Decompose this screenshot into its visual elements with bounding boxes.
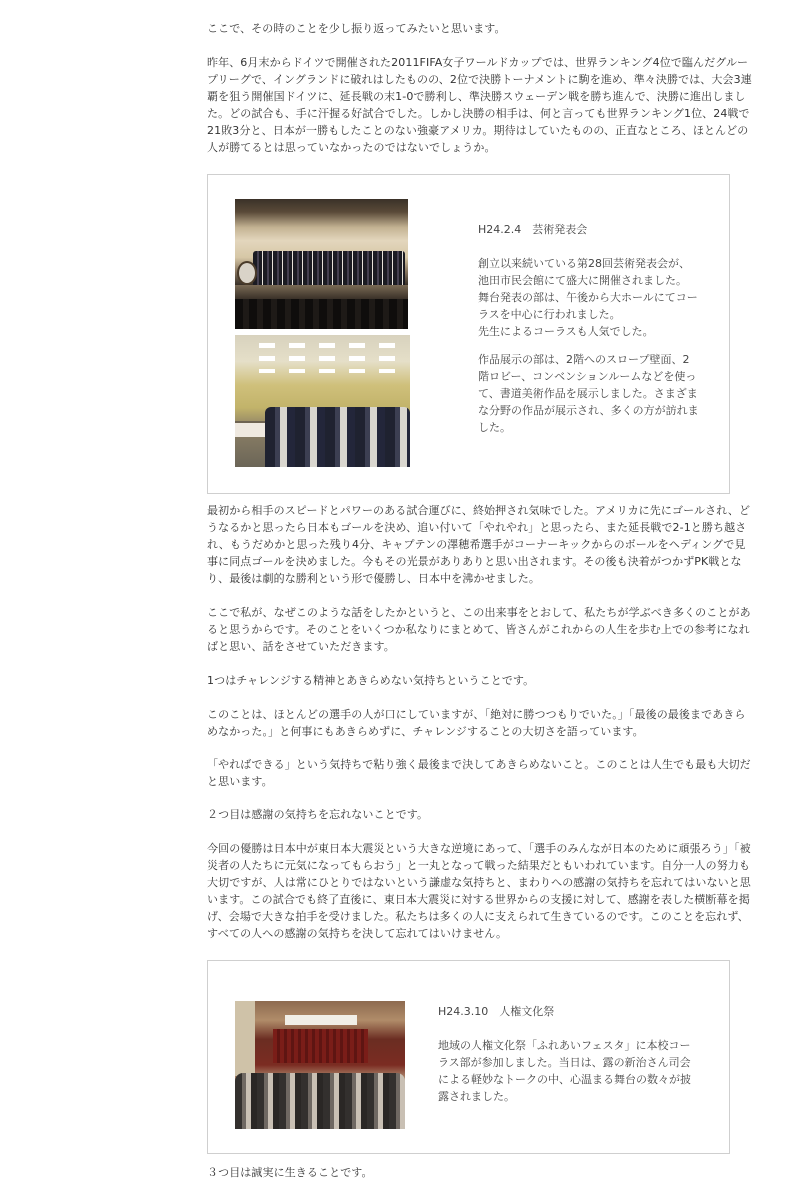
caption-line: ラスを中心に行われました。	[478, 308, 621, 321]
point-three-heading: ３つ目は誠実に生きることです。	[207, 1166, 373, 1179]
caption-line: 舞台発表の部は、午後から大ホールにてコー	[478, 291, 698, 304]
lesson-intro-paragraph: ここで私が、なぜこのような話をしたかというと、この出来事をとおして、私たちが学ぶべき多くのことがあると思うからです。そのことをいくつか私なりにまとめて、皆さんがこれからの人生を歩む上での参考になればと思い、話をさせていただきます。	[207, 606, 751, 653]
concert-stage-photo	[235, 199, 408, 329]
point-one-summary: 「やればできる」という気持ちで粘り強く最後まで決してあきらめないこと。このことは人生でも最も大切だと思います。	[207, 758, 751, 788]
card-text-stage	[478, 255, 718, 340]
caption-line: て、書道美術作品を展示しました。さまざま	[478, 387, 698, 400]
card-text	[438, 1037, 708, 1105]
caption-line: した。	[478, 421, 511, 434]
caption-line: 創立以来続いている第28回芸術発表会が、	[478, 257, 690, 270]
caption-line: 地域の人権文化祭「ふれあいフェスタ」に本校コー	[438, 1039, 691, 1052]
card-text-exhibition	[478, 351, 718, 436]
caption-line: による軽妙なトークの中、心温まる舞台の数々が披	[438, 1073, 691, 1086]
worldcup-paragraph: 昨年、6月末からドイツで開催された2011FIFA女子ワールドカップでは、世界ランキング4位で臨んだグループリーグで、イングランドに破れはしたものの、2位で決勝トーナメントに駒を進め、準々決勝では、大会3連覇を狙う開催国ドイツに、延長戦の末1-0で勝利し、準決勝スウェーデン戦を勝ち進んで、決勝に進出しました。どの試合も、手に汗握る好試合でした。しかし決勝の相手は、何と言っても世界ランキング1位、24戦で21敗3分と、日本が一勝もしたことのない強豪アメリカ。期待はしていたものの、正直なところ、ほとんどの人が勝てるとは思っていなかったのではないでしょうか。	[207, 56, 752, 154]
caption-line: 作品展示の部は、2階へのスロープ壁面、2	[478, 353, 690, 366]
caption-line: 露されました。	[438, 1090, 515, 1103]
intro-paragraph: ここで、その時のことを少し振り返ってみたいと思います。	[207, 22, 506, 35]
caption-line: ラス部が参加しました。当日は、露の新治さん司会	[438, 1056, 691, 1069]
card-title: H24.3.10 人権文化祭	[438, 1005, 555, 1018]
caption-line: 池田市民会館にて盛大に開催されました。	[478, 274, 687, 287]
event-card-art-festival	[207, 174, 730, 494]
event-card-human-rights-festival	[207, 960, 730, 1154]
card-title: H24.2.4 芸術発表会	[478, 223, 588, 236]
caption-line: な分野の作品が展示され、多くの方が訪れま	[478, 404, 699, 417]
caption-line: 階ロビー、コンベンションルームなどを使っ	[478, 370, 697, 383]
point-two-paragraph: 今回の優勝は日本中が東日本大震災という大きな逆境にあって、「選手のみんなが日本のために頑張ろう」「被災者の人たちに元気になってもらおう」と一丸となって戦った結果だともいわれています。自分一人の努力も大切ですが、人は常にひとりではないという謙虚な気持ちと、まわりへの感謝の気持ちを忘れてはいないと思います。この試合でも終了直後に、東日本大震災に対する世界からの支援に対して、感謝を表した横断幕を掲げ、会場で大きな拍手を受けました。私たちは多くの人に支えられて生きているのです。このことを忘れず、すべての人への感謝の気持ちを決して忘れてはいけません。	[207, 842, 751, 940]
exhibition-hall-photo	[235, 335, 410, 467]
point-one-paragraph: このことは、ほとんどの選手の人が口にしていますが、「絶対に勝つつもりでいた。」「最後の最後まであきらめなかった。」と何事にもあきらめずに、チャレンジすることの大切さを語っています。	[207, 708, 746, 738]
auditorium-photo	[235, 1001, 405, 1129]
caption-line: 先生によるコーラスも人気でした。	[478, 325, 654, 338]
point-one-heading: 1つはチャレンジする精神とあきらめない気持ちということです。	[207, 674, 535, 687]
point-two-heading: ２つ目は感謝の気持ちを忘れないことです。	[207, 808, 429, 821]
match-paragraph: 最初から相手のスピードとパワーのある試合運びに、終始押され気味でした。アメリカに先にゴールされ、どうなるかと思ったら日本もゴールを決め、追い付いて「やれやれ」と思ったら、また延長戦で2-1と勝ち越され、もうだめかと思った残り4分、キャプテンの澤穂希選手がコーナーキックからのボールをヘディングで見事に同点ゴールを決めました。今もその光景がありありと思い出されます。その後も決着がつかずPK戦となり、最後は劇的な勝利という形で優勝し、日本中を沸かせました。	[207, 504, 751, 585]
